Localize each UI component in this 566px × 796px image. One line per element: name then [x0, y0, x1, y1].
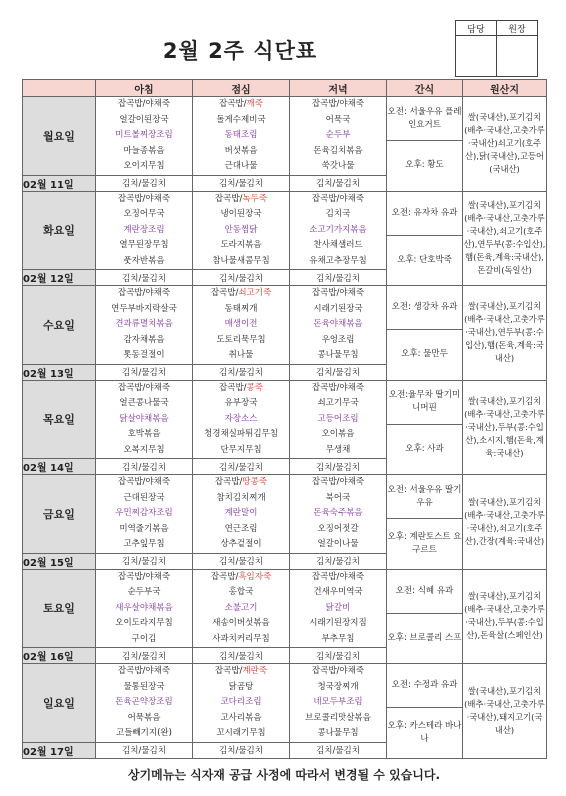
lunch-item: 참치김치찌개	[216, 492, 266, 503]
lunch-item: 동태찌개	[224, 303, 258, 314]
lunch-item-special: 콩죽	[246, 382, 263, 393]
lunch-kimchi: 김치/물김치	[193, 459, 290, 475]
lunch-item-special: 깨죽	[246, 99, 263, 109]
breakfast-cell	[96, 569, 193, 648]
header-snack: 간식	[387, 80, 463, 97]
dinner-item: 오징어젓갈	[317, 523, 359, 534]
lunch-item	[193, 475, 289, 491]
lunch-item: 고사리볶음	[220, 712, 262, 723]
breakfast-item: 얼갈이된장국	[119, 114, 169, 125]
dinner-item: 잡곡밥/야채죽	[311, 477, 365, 487]
lunch-item: 연근조림	[224, 523, 258, 534]
snack-am: 오전: 생강차 유과	[387, 286, 463, 330]
breakfast-item: 계란장조림	[123, 224, 165, 235]
breakfast-item: 미역줄기볶음	[119, 523, 169, 534]
dinner-kimchi: 김치/물김치	[290, 742, 387, 758]
snack-pm: 오후: 단호박죽	[387, 235, 463, 286]
lunch-kimchi: 김치/물김치	[193, 364, 290, 380]
dinner-item: 잡곡밥/야채죽	[311, 666, 365, 676]
breakfast-item: 잡곡밥/야채죽	[117, 571, 171, 582]
breakfast-item: 오이도라지무침	[115, 618, 173, 628]
day-row	[23, 97, 547, 141]
approval-label-manager: 담당	[456, 21, 497, 36]
lunch-item-special: 계란죽	[242, 666, 268, 676]
lunch-item-base: 잡곡밥/	[214, 193, 243, 204]
lunch-item-base: 잡곡밥/	[219, 99, 247, 109]
dinner-item: 건새우미역국	[313, 587, 363, 597]
day-date: 02월 11일	[23, 175, 96, 191]
snack-am: 오전:율무차 딸기미니머핀	[387, 380, 463, 424]
lunch-item: 동태조림	[224, 130, 258, 140]
day-row	[23, 475, 547, 519]
lunch-item-special: 녹두죽	[242, 193, 268, 204]
lunch-item	[193, 570, 289, 586]
lunch-item: 냉이된장국	[220, 209, 262, 219]
origin-info: 쌀(국내산),포기김치 (배추·국내산,고춧가루·국내산),쇠고기(호주산),간장(계육:국내산)	[463, 475, 547, 570]
dinner-cell	[290, 664, 387, 743]
approval-stamp-director	[497, 36, 538, 77]
breakfast-item: 고추잎무침	[123, 539, 165, 549]
dinner-kimchi: 김치/물김치	[290, 648, 387, 664]
breakfast-item: 오징어무국	[123, 209, 165, 219]
lunch-item-base: 잡곡밥/	[210, 288, 239, 298]
lunch-item: 자장소스	[224, 413, 258, 424]
breakfast-item: 잡곡밥/야채죽	[117, 288, 171, 298]
breakfast-item: 고들빼기지(완)	[116, 728, 172, 738]
lunch-item	[193, 381, 289, 397]
breakfast-item: 잡곡밥/야채죽	[117, 193, 171, 204]
day-name: 수요일	[23, 286, 96, 365]
dinner-cell	[290, 475, 387, 554]
lunch-item: 돌게수제비국	[216, 114, 266, 125]
breakfast-kimchi: 김치/물김치	[96, 364, 193, 380]
lunch-item: 참나물새콤무침	[212, 255, 270, 266]
dinner-item: 소고기가지볶음	[309, 224, 367, 235]
day-name: 금요일	[23, 475, 96, 554]
breakfast-item: 연두부바지락살국	[111, 303, 177, 314]
dinner-item: 잡곡밥/야채죽	[311, 288, 365, 298]
dinner-item: 네모두부조림	[313, 697, 363, 707]
lunch-item: 도토리묵무침	[216, 334, 266, 345]
dinner-item: 돈육김치볶음	[313, 145, 363, 156]
snack-pm: 오후: 브로콜리 스프	[387, 613, 463, 664]
approval-box	[455, 20, 538, 77]
dinner-item: 시래기된장지짐	[309, 618, 367, 628]
lunch-item: 소불고기	[224, 602, 258, 613]
origin-info: 쌀(국내산),포기김치 (배추·국내산,고춧가루·국내산)쇠고기(호주산),닭(국내산),고등어(국내산)	[463, 97, 547, 192]
lunch-item: 홍합국	[228, 587, 254, 597]
dinner-item: 돈육숙주볶음	[313, 508, 363, 518]
lunch-cell	[193, 380, 290, 459]
lunch-kimchi: 김치/물김치	[193, 270, 290, 286]
day-date: 02월 17일	[23, 742, 96, 758]
lunch-kimchi: 김치/물김치	[193, 553, 290, 569]
breakfast-cell	[96, 664, 193, 743]
lunch-item: 단무지무침	[220, 444, 262, 455]
dinner-kimchi: 김치/물김치	[290, 364, 387, 380]
dinner-kimchi: 김치/물김치	[290, 270, 387, 286]
day-date: 02월 12일	[23, 270, 96, 286]
dinner-cell	[290, 191, 387, 270]
snack-am: 오전: 수정과 유과	[387, 664, 463, 708]
dinner-item: 오이볶음	[321, 429, 355, 439]
lunch-item: 유부장국	[224, 398, 258, 408]
lunch-item-base: 잡곡밥/	[219, 382, 247, 393]
lunch-item: 청경채실파튀김무침	[204, 429, 278, 439]
breakfast-item: 얼큰콩나물국	[119, 398, 169, 408]
dinner-kimchi: 김치/물김치	[290, 553, 387, 569]
lunch-item: 꼬시래기무침	[216, 728, 266, 738]
lunch-cell	[193, 475, 290, 554]
lunch-cell	[193, 97, 290, 176]
dinner-item: 어묵국	[325, 114, 351, 125]
dinner-cell	[290, 286, 387, 365]
dinner-item: 잡곡밥/야채죽	[311, 193, 365, 204]
dinner-item: 찬사채샐러드	[313, 240, 363, 250]
breakfast-item: 호박볶음	[127, 429, 161, 439]
change-notice: 상기메뉴는 식자재 공급 사정에 따라서 변경될 수 있습니다.	[127, 768, 440, 782]
breakfast-item: 잡곡밥/야채죽	[117, 477, 171, 487]
breakfast-kimchi: 김치/물김치	[96, 742, 193, 758]
lunch-item: 취나물	[228, 350, 254, 360]
lunch-cell	[193, 191, 290, 270]
lunch-kimchi: 김치/물김치	[193, 742, 290, 758]
dinner-item: 얼갈이나물	[317, 539, 359, 549]
lunch-item-special: 흑임자죽	[238, 571, 272, 582]
lunch-item-special: 쇠고기죽	[238, 288, 272, 298]
dinner-item: 순두부	[325, 130, 351, 140]
snack-pm: 오후: 사과	[387, 424, 463, 475]
snack-am: 오전: 유자차 유과	[387, 191, 463, 235]
lunch-kimchi: 김치/물김치	[193, 648, 290, 664]
breakfast-cell	[96, 286, 193, 365]
dinner-item: 잡곡밥/야채죽	[311, 571, 365, 582]
day-row	[23, 286, 547, 330]
meal-table-body	[23, 97, 547, 759]
lunch-item: 닭곰탕	[228, 681, 254, 692]
dinner-item: 콩나물무침	[317, 350, 359, 360]
day-name: 목요일	[23, 380, 96, 459]
breakfast-cell	[96, 97, 193, 176]
day-date: 02월 16일	[23, 648, 96, 664]
breakfast-item: 오복지무침	[123, 444, 165, 455]
breakfast-cell	[96, 475, 193, 554]
breakfast-item: 근대된장국	[123, 492, 165, 503]
lunch-item-base: 잡곡밥/	[210, 571, 239, 582]
lunch-item: 근대나물	[224, 161, 258, 171]
dinner-kimchi: 김치/물김치	[290, 459, 387, 475]
lunch-item: 코다리조림	[220, 697, 262, 707]
dinner-kimchi: 김치/물김치	[290, 175, 387, 191]
header-day	[23, 80, 96, 97]
breakfast-item: 우민찌감자조림	[115, 508, 173, 518]
snack-am: 오전: 서울우유 딸기우유	[387, 475, 463, 519]
day-date: 02월 13일	[23, 364, 96, 380]
snack-pm: 오후: 황도	[387, 141, 463, 192]
header-row	[23, 80, 547, 97]
breakfast-kimchi: 김치/물김치	[96, 553, 193, 569]
snack-am: 오전: 식혜 유과	[387, 569, 463, 613]
breakfast-item: 톳동걸절이	[123, 350, 165, 360]
lunch-item: 사과치커리무침	[212, 633, 270, 644]
dinner-cell	[290, 97, 387, 176]
breakfast-item: 미트볼찌장조림	[115, 130, 173, 140]
header-lunch: 점심	[193, 80, 290, 97]
lunch-cell	[193, 286, 290, 365]
dinner-item: 닭갈비	[325, 602, 351, 613]
lunch-cell	[193, 664, 290, 743]
dinner-item: 브로콜리맛살볶음	[305, 712, 371, 723]
snack-am: 오전: 서울우유 플레인요거트	[387, 97, 463, 141]
dinner-item: 돈육야채볶음	[313, 319, 363, 329]
dinner-cell	[290, 569, 387, 648]
breakfast-item: 새우살야채볶음	[115, 602, 173, 613]
origin-info: 쌀(국내산),포기김치 (배추·국내산,고춧가루·국내산),두부(콩:수입산),돈육살(스페인산)	[463, 569, 547, 664]
breakfast-item: 물통된장국	[123, 681, 165, 692]
approval-stamp-manager	[456, 36, 497, 77]
breakfast-item: 순두부국	[127, 587, 161, 597]
breakfast-item: 오이지무침	[123, 161, 165, 171]
lunch-kimchi: 김치/물김치	[193, 175, 290, 191]
breakfast-item: 견과류멸치볶음	[115, 319, 173, 329]
day-row	[23, 191, 547, 235]
day-date: 02월 15일	[23, 553, 96, 569]
breakfast-kimchi: 김치/물김치	[96, 459, 193, 475]
lunch-item	[193, 97, 289, 113]
lunch-item	[193, 286, 289, 302]
lunch-cell	[193, 569, 290, 648]
dinner-item: 잡곡밥/야채죽	[311, 99, 365, 109]
dinner-item: 쇠고기무국	[317, 398, 359, 408]
lunch-item-base: 잡곡밥/	[214, 666, 243, 676]
origin-info: 쌀(국내산),포기김치 (배추·국내산,고춧가루·국내산),돼지고기(국내산)	[463, 664, 547, 759]
dinner-item: 북어국	[325, 492, 351, 503]
breakfast-item: 감자채볶음	[123, 334, 165, 345]
dinner-cell	[290, 380, 387, 459]
dinner-item: 무생채	[325, 444, 351, 455]
lunch-item: 계란말이	[224, 508, 258, 518]
origin-info: 쌀(국내산),포기김치 (배추·국내산,고춧가루·국내산),연두부(콩:수입산),햄(돈육,계육:국내산)	[463, 286, 547, 381]
lunch-item	[193, 192, 289, 208]
snack-pm: 오후: 카스테라 바나나	[387, 708, 463, 759]
lunch-item: 버섯볶음	[224, 145, 258, 156]
breakfast-item: 닭살야채볶음	[119, 413, 169, 424]
breakfast-item: 잡곡밥/야채죽	[117, 99, 171, 109]
page-title: 2월 2주 식단표	[162, 39, 318, 63]
header-breakfast: 아침	[96, 80, 193, 97]
origin-info: 쌀(국내산),포기김치 (배추·국내산,고춧가루·국내산),두부(콩:수입산),소시지,햄(돈육,계육:국내산)	[463, 380, 547, 475]
lunch-item: 안동찜닭	[224, 224, 258, 235]
breakfast-item: 어묵볶음	[127, 712, 161, 723]
lunch-item: 매생이전	[224, 319, 258, 329]
dinner-item: 시래기된장국	[313, 303, 363, 314]
lunch-item	[193, 664, 289, 680]
dinner-item: 고등어조림	[317, 413, 359, 424]
dinner-item: 잡곡밥/야채죽	[311, 382, 365, 393]
approval-label-director: 원장	[497, 21, 538, 36]
breakfast-item: 열무된장무침	[119, 240, 169, 250]
breakfast-item: 풋자반볶음	[123, 255, 165, 266]
origin-info: 쌀(국내산),포기김치 (배추·국내산,고춧가루·국내산),쇠고기(호주산),연두부(콩:수입산),햄(돈육,계육:국내산),돈갈비(독일산)	[463, 191, 547, 286]
day-name: 화요일	[23, 191, 96, 270]
day-name: 토요일	[23, 569, 96, 648]
breakfast-item: 잡곡밥/야채죽	[117, 666, 171, 676]
lunch-item-special: 땅콩죽	[242, 477, 268, 487]
dinner-item: 쑥갓나물	[321, 161, 355, 171]
header-dinner: 저녁	[290, 80, 387, 97]
dinner-item: 유채고추장무침	[309, 255, 367, 266]
lunch-item: 상추겉절이	[220, 539, 262, 549]
header-origin: 원산지	[463, 80, 547, 97]
lunch-item: 도라지볶음	[220, 240, 262, 250]
dinner-item: 김치국	[325, 209, 351, 219]
breakfast-kimchi: 김치/물김치	[96, 175, 193, 191]
breakfast-item: 마늘종볶음	[123, 145, 165, 156]
day-row	[23, 380, 547, 424]
breakfast-kimchi: 김치/물김치	[96, 270, 193, 286]
dinner-item: 우엉조림	[321, 334, 355, 345]
meal-table	[22, 79, 547, 759]
dinner-item: 청국장찌개	[317, 681, 359, 692]
breakfast-item: 돈육곤약장조림	[115, 697, 173, 707]
lunch-item-base: 잡곡밥/	[214, 477, 243, 487]
day-name: 월요일	[23, 97, 96, 176]
day-row	[23, 664, 547, 708]
day-row	[23, 569, 547, 613]
day-name: 일요일	[23, 664, 96, 743]
lunch-item: 새송이버섯볶음	[212, 618, 270, 628]
breakfast-item: 잡곡밥/야채죽	[117, 382, 171, 393]
breakfast-cell	[96, 380, 193, 459]
breakfast-item: 구이김	[131, 633, 157, 644]
breakfast-kimchi: 김치/물김치	[96, 648, 193, 664]
day-date: 02월 14일	[23, 459, 96, 475]
dinner-item: 부추무침	[321, 633, 355, 644]
snack-pm: 오후: 물만두	[387, 330, 463, 381]
snack-pm: 오후: 계란토스트 요구르트	[387, 519, 463, 570]
breakfast-cell	[96, 191, 193, 270]
dinner-item: 콩나물무침	[317, 728, 359, 738]
